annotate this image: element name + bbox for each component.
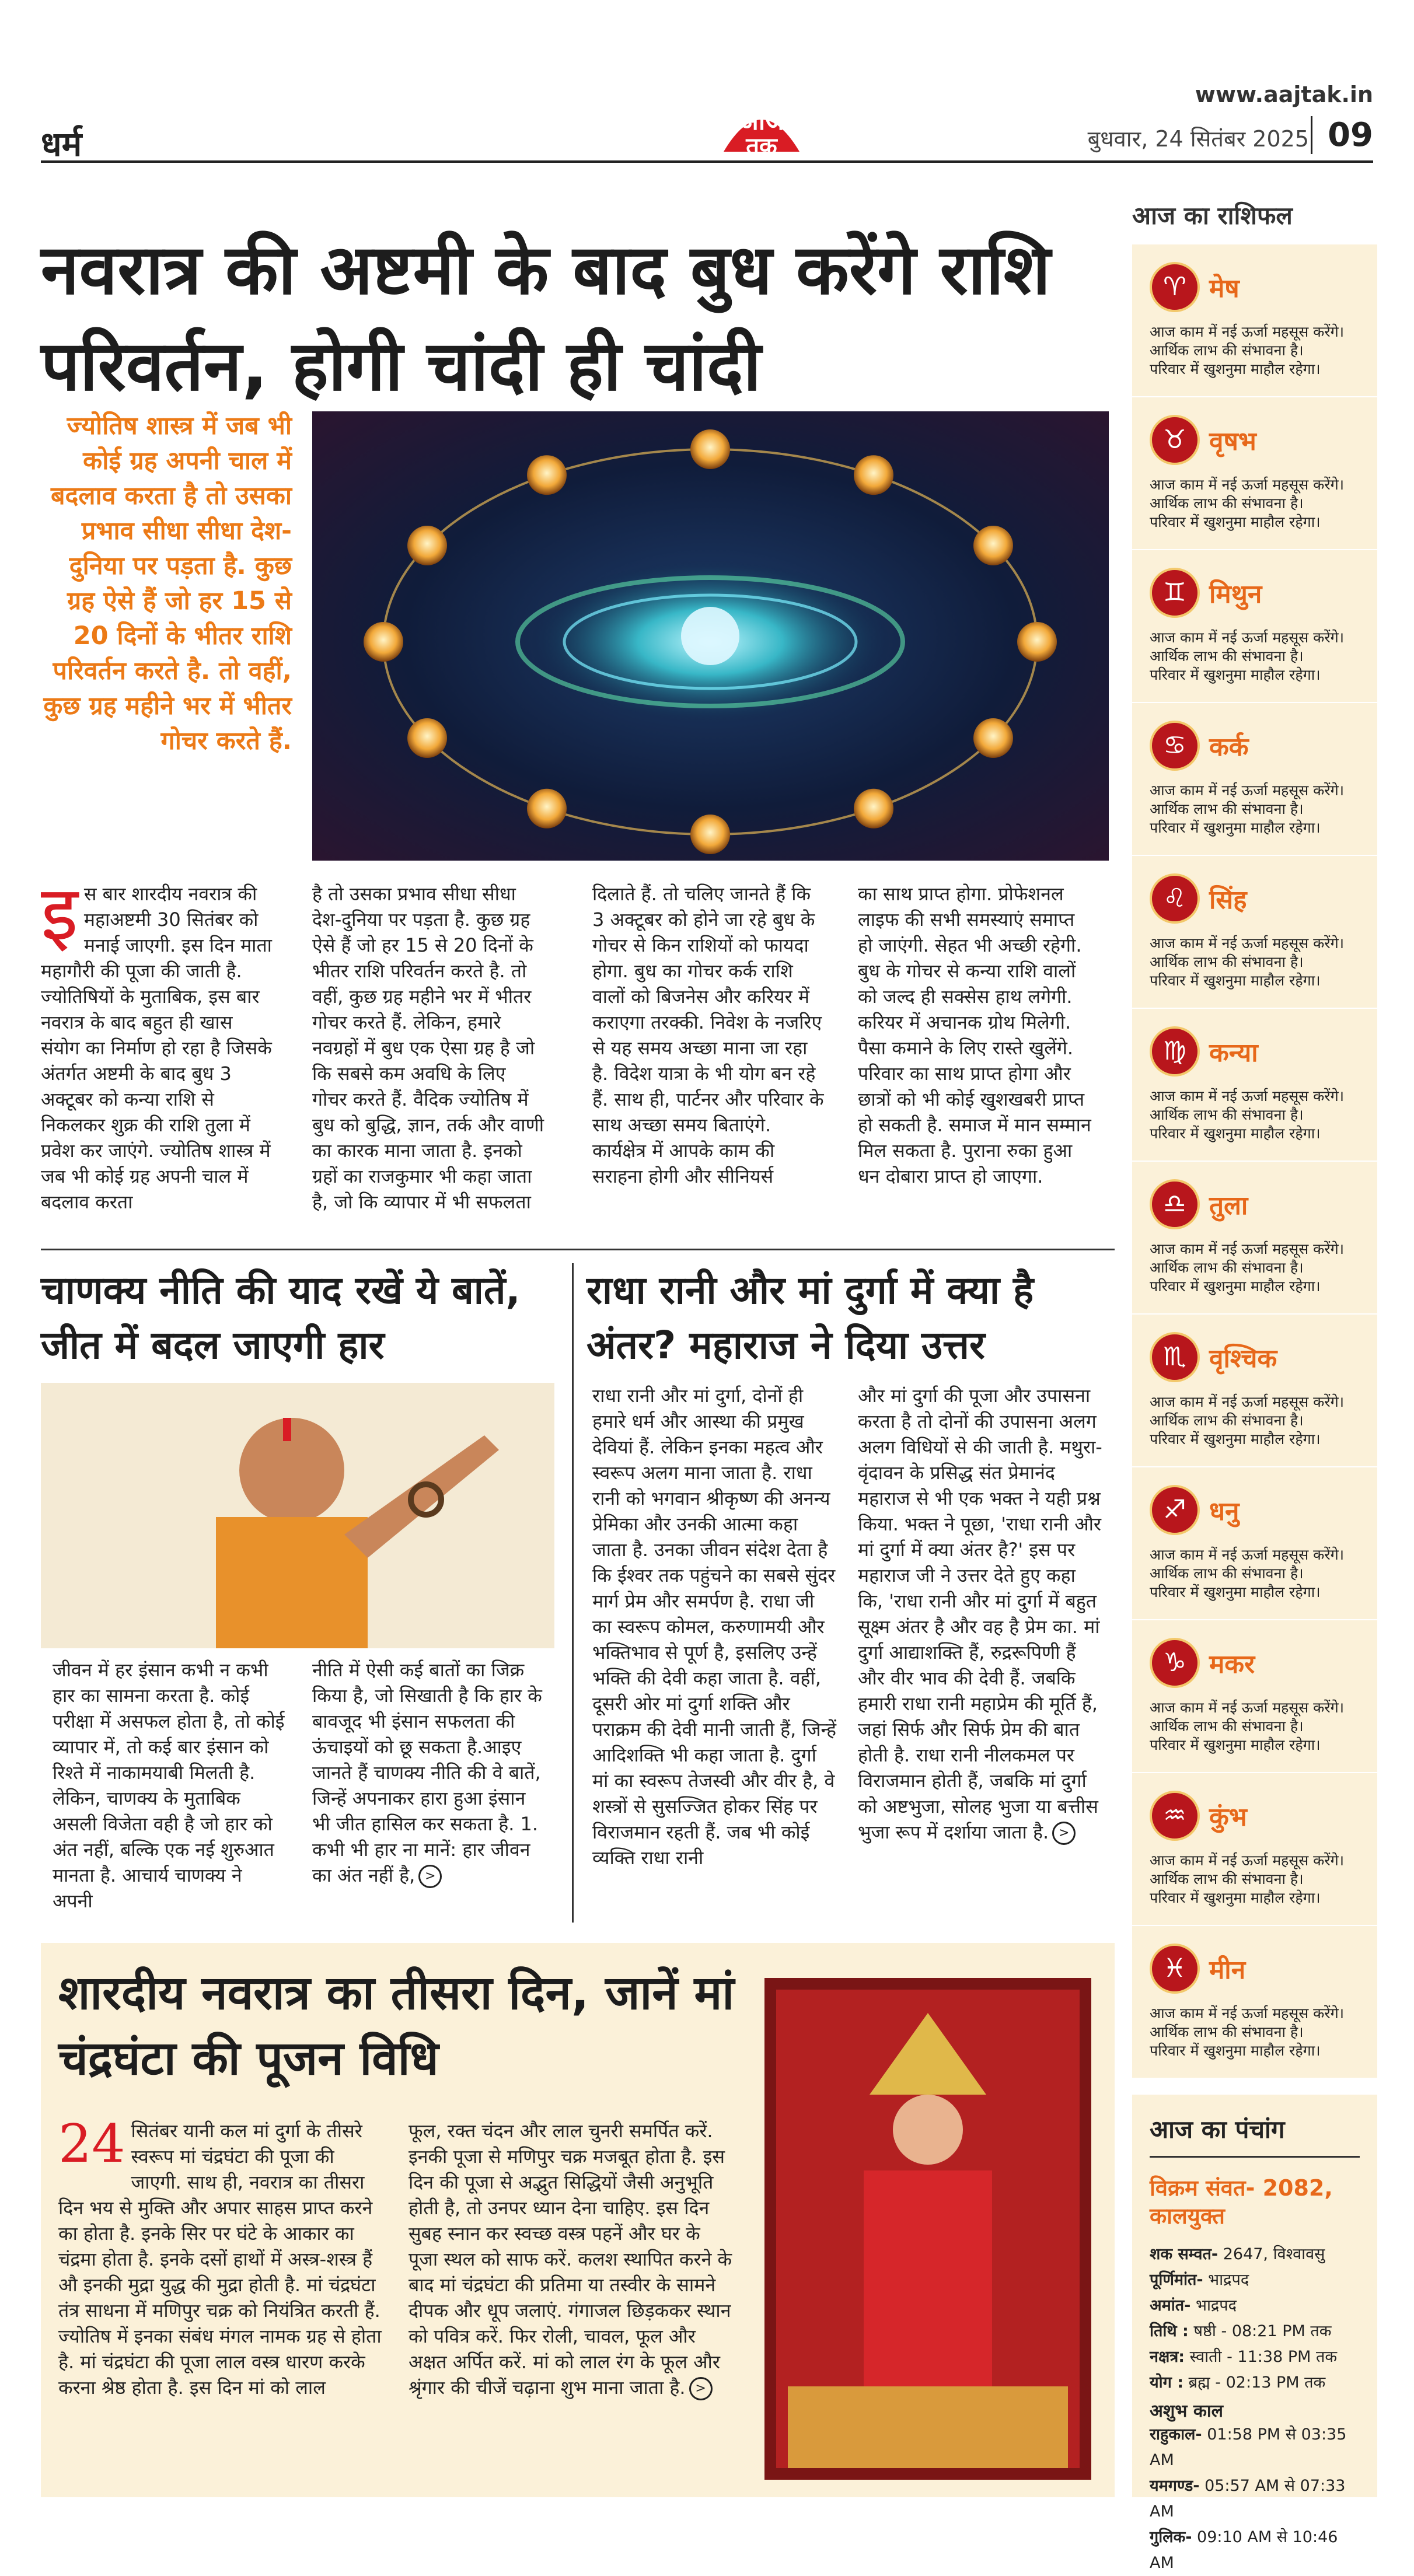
panchang-key: योग : <box>1150 2374 1184 2392</box>
chanakya-headline: चाणक्य नीति की याद रखें ये बातें, जीत में बदल जाएगी हार <box>41 1268 521 1368</box>
panchang-title: आज का पंचांग <box>1150 2115 1285 2144</box>
main-article-col-1 <box>41 869 274 1215</box>
scorpio-icon: ♏ <box>1150 1332 1200 1382</box>
rashi-line: आर्थिक लाभ की संभावना है। <box>1150 1718 1304 1735</box>
aajtak-logo[interactable] <box>712 93 811 169</box>
section-name: धर्म <box>41 124 82 164</box>
rashi-line: आज काम में नई ऊर्जा महसूस करेंगे। <box>1150 1699 1345 1716</box>
zodiac-wheel-image <box>312 411 1109 861</box>
rashi-text <box>1150 2004 1364 2060</box>
issue-date: बुधवार, 24 सितंबर 2025 <box>1087 126 1309 152</box>
col-text: नीति में ऐसी कई बातों का जिक्र किया है, जो सिखाती है कि हार के बावजूद भी इंसान सफलता की ऊंचाइयों को छू सकता है.आइए जानते हैं चाणक्य नीति की वे बातें, जिन्हें अपनाकर हारा हुआ इंसान भी जीत हासिल कर सकता है. 1. कभी भी हार ना मानें: हार जीवन का अंत नहीं है, <box>312 1659 542 1886</box>
vikram-samvat: विक्रम संवत- 2082, कालयुक्त <box>1150 2175 1333 2229</box>
navratri-col-1 <box>58 2113 385 2400</box>
rashi-text <box>1150 323 1364 379</box>
rashi-line: परिवार में खुशनुमा माहौल रहेगा। <box>1150 972 1321 989</box>
rashi-head <box>1150 568 1364 618</box>
rashi-line: परिवार में खुशनुमा माहौल रहेगा। <box>1150 1278 1321 1295</box>
panchang-key: राहुकाल- <box>1150 2425 1202 2444</box>
zodiac-orb-icon <box>364 622 403 662</box>
rashi-name: मेष <box>1209 274 1240 303</box>
panchang-value: 05:57 AM से 07:33 AM <box>1150 2477 1346 2521</box>
rashi-item[interactable] <box>1132 1009 1377 1162</box>
rashi-item[interactable] <box>1132 1620 1377 1773</box>
rashi-line: आर्थिक लाभ की संभावना है। <box>1150 1871 1304 1888</box>
rashi-line: आज काम में नई ऊर्जा महसूस करेंगे। <box>1150 1393 1345 1410</box>
rashi-line: परिवार में खुशनुमा माहौल रहेगा। <box>1150 361 1321 378</box>
panchang-value: 2647, विश्वावसु <box>1218 2245 1325 2263</box>
rashi-line: आर्थिक लाभ की संभावना है। <box>1150 1565 1304 1582</box>
rashi-head <box>1150 1944 1364 1994</box>
rashi-text <box>1150 1698 1364 1754</box>
panchang-row <box>1150 2319 1360 2344</box>
panchang-row <box>1150 2422 1360 2473</box>
rashi-item[interactable] <box>1132 244 1377 397</box>
panchang-key: यमगण्ड- <box>1150 2477 1200 2495</box>
read-more-icon[interactable]: > <box>689 2377 713 2400</box>
rashi-line: परिवार में खुशनुमा माहौल रहेगा। <box>1150 666 1321 683</box>
panchang-value: भाद्रपद <box>1203 2271 1249 2289</box>
radha-headline: राधा रानी और मां दुर्गा में क्या है अंतर? महाराज ने दिया उत्तर <box>586 1268 1034 1368</box>
read-more-icon[interactable]: > <box>1052 1822 1076 1845</box>
zodiac-orb-icon <box>973 718 1013 758</box>
chanakya-body <box>41 1657 554 1912</box>
divider <box>1150 2156 1360 2158</box>
rashi-line: आर्थिक लाभ की संभावना है। <box>1150 342 1304 359</box>
zodiac-orb-icon <box>854 789 893 829</box>
panchang-row <box>1150 2370 1360 2396</box>
zodiac-orb-icon <box>690 429 730 469</box>
rashi-item[interactable] <box>1132 703 1377 856</box>
radha-col-1: राधा रानी और मां दुर्गा, दोनों ही हमारे धर्म और आस्था की प्रमुख देवियां हैं. लेकिन इनका महत्व और स्वरूप अलग माना जाता है. राधा रानी को भगवान श्रीकृष्ण की अनन्य प्रेमिका और उनकी आत्मा कहा जाता है. उनका जीवन संदेश देता है कि ईश्वर तक पहुंचने का सबसे सुंदर मार्ग प्रेम और समर्पण है. राधा जी का स्वरूप कोमल, करुणामयी और भक्तिभाव से पूर्ण है, इसलिए उन्हें भक्ति की देवी कहा जाता है. वहीं, दूसरी ओर मां दुर्गा शक्ति और पराक्रम की देवी मानी जाती हैं, जिन्हें आदिशक्ति भी कहा जाता है. दुर्गा मां का स्वरूप तेजस्वी और वीर है, वे शस्त्रों से सुसज्जित होकर सिंह पर विराजमान रहती हैं. जब भी कोई व्यक्ति राधा रानी <box>592 1385 837 1869</box>
taurus-icon: ♉ <box>1150 415 1200 465</box>
zodiac-orb-icon <box>407 526 447 565</box>
logo-line1: आज <box>739 106 784 136</box>
rashi-name: कुंभ <box>1209 1802 1247 1832</box>
masthead <box>41 108 1373 163</box>
panchang-row <box>1150 2293 1360 2319</box>
rashi-line: परिवार में खुशनुमा माहौल रहेगा। <box>1150 1889 1321 1906</box>
logo-line2: तक <box>746 133 777 160</box>
rashi-head <box>1150 415 1364 465</box>
chanakya-col-2 <box>312 1657 546 1888</box>
main-article-col-3: दिलाते हैं. तो चलिए जानते हैं कि 3 अक्टूबर को होने जा रहे बुध के गोचर से किन राशियों को फायदा होगा. बुध का गोचर कर्क राशि वालों को बिजनेस और करियर में कराएगा तरक्की. निवेश के नजरिए से यह समय अच्छा माना जा रहा है. विदेश यात्रा के भी योग बन रहे हैं. साथ ही, पार्टनर और परिवार के साथ अच्छा समय बिताएंगे. कार्यक्षेत्र में आपके काम की सराहना होगी और सीनियर्स <box>592 883 824 1187</box>
rashi-item[interactable] <box>1132 1315 1377 1467</box>
page-number: 09 <box>1311 116 1373 154</box>
rashi-line: परिवार में खुशनुमा माहौल रहेगा। <box>1150 1125 1321 1142</box>
zodiac-orb-icon <box>527 789 567 829</box>
rashi-item[interactable] <box>1132 1926 1377 2079</box>
rashi-name: तुला <box>1209 1191 1248 1221</box>
rashi-item[interactable] <box>1132 550 1377 703</box>
maa-chandraghanta-image <box>764 1978 1091 2480</box>
rashi-line: आज काम में नई ऊर्जा महसूस करेंगे। <box>1150 1546 1345 1563</box>
rashi-line: परिवार में खुशनुमा माहौल रहेगा। <box>1150 1431 1321 1448</box>
zodiac-orb-icon <box>527 455 567 495</box>
rashi-name: वृषभ <box>1209 427 1256 456</box>
rashi-text <box>1150 1851 1364 1907</box>
rashi-line: आज काम में नई ऊर्जा महसूस करेंगे। <box>1150 629 1345 646</box>
divider <box>41 1249 1115 1250</box>
col-text: सितंबर यानी कल मां दुर्गा के तीसरे स्वरूप मां चंद्रघंटा की पूजा की जाएगी. साथ ही, नवरात्र का तीसरा दिन भय से मुक्ति और अपार साहस प्राप्त करने का होता है. इनके सिर पर घंटे के आकार का चंद्रमा होता है. इनके दसों हाथों में अस्त्र-शस्त्र हैं औ इनकी मुद्रा युद्ध की मुद्रा होती है. मां चंद्रघंटा तंत्र साधना में मणिपुर चक्र को नियंत्रित करती हैं. ज्योतिष में इनका संबंध मंगल नामक ग्रह से होता है. मां चंद्रघंटा की पूजा लाल वस्त्र धारण करके करना श्रेष्ठ होता है. इस दिन मां को लाल <box>58 2120 382 2399</box>
rashi-line: आर्थिक लाभ की संभावना है। <box>1150 1106 1304 1123</box>
rashi-item[interactable] <box>1132 1467 1377 1620</box>
ashubh-kaal-title: अशुभ काल <box>1150 2401 1224 2421</box>
rashi-line: आर्थिक लाभ की संभावना है। <box>1150 495 1304 512</box>
sagittarius-icon: ♐ <box>1150 1485 1200 1535</box>
panchang-box <box>1132 2095 1377 2572</box>
panchang-value: स्वाती - 11:38 PM तक <box>1185 2348 1338 2366</box>
panchang-row <box>1150 2344 1360 2370</box>
panchang-row <box>1150 2242 1360 2267</box>
radha-body <box>592 1383 1115 1908</box>
gemini-icon: ♊ <box>1150 568 1200 618</box>
rashi-item[interactable] <box>1132 1773 1377 1926</box>
rashi-line: आज काम में नई ऊर्जा महसूस करेंगे। <box>1150 2005 1345 2022</box>
pisces-icon: ♓ <box>1150 1944 1200 1994</box>
panchang-row <box>1150 2473 1360 2525</box>
rashi-name: कन्या <box>1209 1038 1258 1068</box>
rashi-name: सिंह <box>1209 885 1247 915</box>
panchang-value: 09:10 AM से 10:46 AM <box>1150 2528 1338 2572</box>
panchang-key: नक्षत्र: <box>1150 2348 1185 2366</box>
rashi-line: आज काम में नई ऊर्जा महसूस करेंगे। <box>1150 323 1345 340</box>
rashi-text <box>1150 934 1364 990</box>
rashi-text <box>1150 476 1364 532</box>
rashi-name: मिथुन <box>1209 579 1262 609</box>
col-text: स बार शारदीय नवरात्र की महाअष्टमी 30 सितंबर को मनाई जाएगी. इस दिन माता महागौरी की पूजा की जाती है. ज्योतिषियों के मुताबिक, इस बार नवरात्र के बाद बहुत ही खास संयोग का निर्माण हो रहा है जिसके अंतर्गत अष्टमी के बाद बुध 3 अक्टूबर को कन्या राशि से निकलकर शुक्र की राशि तुला में प्रवेश कर जाएंगे. ज्योतिष शास्त्र में जब भी कोई ग्रह अपनी चाल में बदलाव करता <box>41 883 272 1213</box>
rashi-head <box>1150 1179 1364 1229</box>
rashi-text <box>1150 1087 1364 1143</box>
rashi-line: आर्थिक लाभ की संभावना है। <box>1150 953 1304 970</box>
rashi-line: आर्थिक लाभ की संभावना है। <box>1150 1412 1304 1429</box>
rashi-head <box>1150 1332 1364 1382</box>
libra-icon: ♎ <box>1150 1179 1200 1229</box>
panchang-value: ब्रह्म - 02:13 PM तक <box>1183 2374 1326 2392</box>
radha-col-2 <box>858 1383 1103 1845</box>
ashubh-rows <box>1150 2422 1360 2576</box>
rashi-head <box>1150 1638 1364 1688</box>
cancer-icon: ♋ <box>1150 721 1200 771</box>
big-date-number: 24 <box>58 2113 125 2175</box>
chanakya-col-1: जीवन में हर इंसान कभी न कभी हार का सामना करता है. कोई परीक्षा में असफल होता है, तो कोई व्यापार में, तो कई बार इंसान को रिश्ते में नाकामयाबी मिलती है. लेकिन, चाणक्य के मुताबिक असली विजेता वही है जो हार को अंत नहीं, बल्कि एक नई शुरुआत मानता है. आचार्य चाणक्य ने अपनी <box>53 1659 285 1912</box>
dropcap: इ <box>41 869 78 957</box>
rashifal-title: आज का राशिफल <box>1132 201 1293 230</box>
zodiac-orb-icon <box>1017 622 1057 662</box>
main-headline: नवरात्र की अष्टमी के बाद बुध करेंगे राशि परिवर्तन, होगी चांदी ही चांदी <box>41 229 1051 406</box>
zodiac-orb-icon <box>973 526 1013 565</box>
rashi-line: आज काम में नई ऊर्जा महसूस करेंगे। <box>1150 1088 1345 1105</box>
rashi-line: आज काम में नई ऊर्जा महसूस करेंगे। <box>1150 1240 1345 1257</box>
rashi-head <box>1150 262 1364 312</box>
col-text: फूल, रक्त चंदन और लाल चुनरी समर्पित करें. इनकी पूजा से मणिपुर चक्र मजबूत होता है. इस दिन की पूजा से अद्भुत सिद्धियों जैसी अनुभूति होती है, तो उनपर ध्यान देना चाहिए. इस दिन सुबह स्नान कर स्वच्छ वस्त्र पहनें और घर के पूजा स्थल को साफ करें. कलश स्थापित करने के बाद मां चंद्रघंटा की प्रतिमा या तस्वीर के सामने दीपक और धूप जलाएं. गंगाजल छिड़ककर स्थान को पवित्र करें. फिर रोली, चावल, फूल और अक्षत अर्पित करें. मां को लाल रंग के फूल और श्रृंगार की चीजें चढ़ाना शुभ माना जाता है. <box>409 2120 732 2399</box>
rashi-text <box>1150 1546 1364 1602</box>
panchang-row <box>1150 2267 1360 2293</box>
main-article-col-2: है तो उसका प्रभाव सीधा सीधा देश-दुनिया पर पड़ता है. कुछ ग्रह ऐसे हैं जो हर 15 से 20 दिनों के भीतर राशि परिवर्तन करते है. तो वहीं, कुछ ग्रह महीने भर में भीतर गोचर करते हैं. लेकिन, हमारे नवग्रहों में बुध एक ऐसा ग्रह है जो कि सबसे कम अवधि के लिए गोचर करते हैं. वैदिक ज्योतिष में बुध को बुद्धि, ज्ञान, तर्क और वाणी का कारक माना जाता है. इनको ग्रहों का राजकुमार भी कहा जाता है, जो कि व्यापार में भी सफलता <box>312 883 544 1213</box>
panchang-key: अमांत- <box>1150 2297 1191 2315</box>
rashi-name: कर्क <box>1209 732 1249 762</box>
rashi-item[interactable] <box>1132 1162 1377 1315</box>
rashi-line: आर्थिक लाभ की संभावना है। <box>1150 648 1304 665</box>
main-kicker: ज्योतिष शास्त्र में जब भी कोई ग्रह अपनी चाल में बदलाव करता है तो उसका प्रभाव सीधा सीधा देश-दुनिया पर पड़ता है. कुछ ग्रह ऐसे हैं जो हर 15 से 20 दिनों के भीतर राशि परिवर्तन करते है. तो वहीं, कुछ ग्रह महीने भर में भीतर गोचर करते हैं. <box>43 411 292 756</box>
zodiac-orb-icon <box>854 455 893 495</box>
main-article-col-4: का साथ प्राप्त होगा. प्रोफेशनल लाइफ की सभी समस्याएं समाप्त हो जाएंगी. सेहत भी अच्छी रहेगी. बुध के गोचर से कन्या राशि वालों को जल्द ही सक्सेस हाथ लगेगी. करियर में अचानक ग्रोथ मिलेगी. पैसा कमाने के लिए रास्ते खुलेंगे. परिवार का साथ प्राप्त होगा और छात्रों को भी कोई खुशखबरी प्राप्त हो सकती है. समाज में मान सम्मान मिल सकता है. पुराना रुका हुआ धन दोबारा प्राप्त हो जाएगा. <box>858 883 1091 1187</box>
rashi-name: मकर <box>1209 1649 1255 1679</box>
rashi-head <box>1150 1026 1364 1076</box>
rashi-line: परिवार में खुशनुमा माहौल रहेगा। <box>1150 1584 1321 1600</box>
rashi-head <box>1150 721 1364 771</box>
rashi-head <box>1150 873 1364 924</box>
panchang-key: शक सम्वत- <box>1150 2245 1219 2263</box>
rashi-line: आज काम में नई ऊर्जा महसूस करेंगे। <box>1150 935 1345 952</box>
rashi-line: आज काम में नई ऊर्जा महसूस करेंगे। <box>1150 1852 1345 1869</box>
panchang-value: 01:58 PM से 03:35 AM <box>1150 2425 1347 2469</box>
panchang-key: गुलिक- <box>1150 2528 1192 2546</box>
capricorn-icon: ♑ <box>1150 1638 1200 1688</box>
rashi-item[interactable] <box>1132 397 1377 550</box>
panchang-key: पूर्णिमांत- <box>1150 2271 1203 2289</box>
panchang-row <box>1150 2525 1360 2576</box>
read-more-icon[interactable]: > <box>418 1865 442 1888</box>
panchang-value: भाद्रपद <box>1190 2297 1237 2315</box>
rashi-text <box>1150 1240 1364 1296</box>
aquarius-icon: ♒ <box>1150 1791 1200 1841</box>
site-url[interactable]: www.aajtak.in <box>1195 82 1373 107</box>
rashi-line: परिवार में खुशनुमा माहौल रहेगा। <box>1150 513 1321 530</box>
rashifal-list <box>1132 244 1377 2079</box>
rashi-line: आज काम में नई ऊर्जा महसूस करेंगे। <box>1150 476 1345 493</box>
rashi-text <box>1150 628 1364 684</box>
rashi-line: आर्थिक लाभ की संभावना है। <box>1150 801 1304 817</box>
rashi-head <box>1150 1791 1364 1841</box>
chanakya-illustration <box>41 1383 554 1648</box>
rashi-item[interactable] <box>1132 856 1377 1009</box>
navratri-col-2 <box>409 2118 735 2400</box>
aries-icon: ♈ <box>1150 262 1200 312</box>
rashi-line: आर्थिक लाभ की संभावना है। <box>1150 1259 1304 1276</box>
virgo-icon: ♍ <box>1150 1026 1200 1076</box>
navratri-headline: शारदीय नवरात्र का तीसरा दिन, जानें मां चंद्रघंटा की पूजन विधि <box>58 1966 735 2085</box>
rashi-name: वृश्चिक <box>1209 1344 1277 1373</box>
zodiac-orb-icon <box>407 718 447 758</box>
rashi-name: मीन <box>1209 1955 1246 1985</box>
col-text: और मां दुर्गा की पूजा और उपासना करता है तो दोनों की उपासना अलग अलग विधियों से की जाती है. मथुरा-वृंदावन के प्रसिद्ध संत प्रेमानंद महाराज से भी एक भक्त ने यही प्रश्न किया. भक्त ने पूछा, 'राधा रानी और मां दुर्गा में क्या अंतर है?' इस पर महाराज जी ने उत्तर देते हुए कहा कि, 'राधा रानी और मां दुर्गा में बहुत सूक्ष्म अंतर है और वह है प्रेम का. मां दुर्गा आद्याशक्ति हैं, रुद्ररूपिणी हैं और वीर भाव की देवी हैं. जबकि हमारी राधा रानी महाप्रेम की मूर्ति हैं, जहां सिर्फ और सिर्फ प्रेम की बात होती है. राधा रानी नीलकमल पर विराजमान होती हैं, जबकि मां दुर्गा को अष्टभुजा, सोलह भुजा या बत्तीस भुजा रूप में दर्शाया जाता है. <box>858 1385 1102 1843</box>
rashi-line: परिवार में खुशनुमा माहौल रहेगा। <box>1150 819 1321 836</box>
navratri-box <box>41 1943 1115 2497</box>
rashi-line: आज काम में नई ऊर्जा महसूस करेंगे। <box>1150 782 1345 799</box>
leo-icon: ♌ <box>1150 873 1200 924</box>
rashi-line: आर्थिक लाभ की संभावना है। <box>1150 2023 1304 2040</box>
rashi-text <box>1150 781 1364 837</box>
panchang-key: तिथि : <box>1150 2322 1189 2340</box>
rashi-line: परिवार में खुशनुमा माहौल रहेगा। <box>1150 1736 1321 1753</box>
rashifal-sidebar <box>1132 198 1377 2079</box>
rashi-head <box>1150 1485 1364 1535</box>
rashi-line: परिवार में खुशनुमा माहौल रहेगा। <box>1150 2042 1321 2059</box>
panchang-value: षष्ठी - 08:21 PM तक <box>1188 2322 1332 2340</box>
zodiac-orb-icon <box>690 815 730 854</box>
main-article-body <box>41 869 1115 1243</box>
panchang-rows <box>1150 2242 1360 2396</box>
rashi-name: धनु <box>1209 1497 1240 1526</box>
divider-vertical <box>572 1263 574 1923</box>
rashi-text <box>1150 1393 1364 1449</box>
